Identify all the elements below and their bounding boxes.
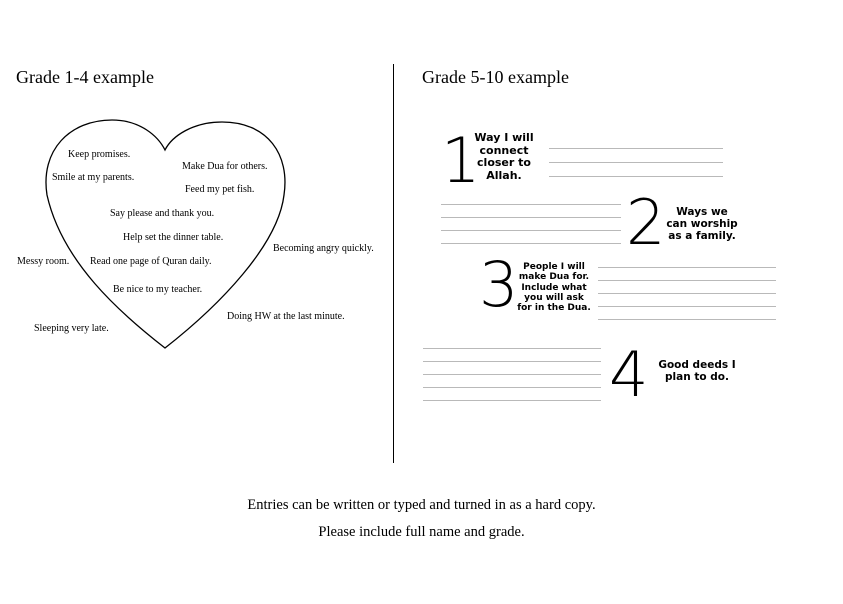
block-prompt: Way I will connect closer to Allah.	[474, 131, 534, 182]
writing-lines	[598, 267, 776, 320]
outside-phrase: Sleeping very late.	[34, 323, 109, 334]
writing-lines	[423, 348, 601, 401]
heart-phrase: Read one page of Quran daily.	[90, 256, 212, 267]
left-heading: Grade 1-4 example	[16, 67, 154, 87]
block-prompt: Good deeds I plan to do.	[658, 359, 736, 384]
block-number: 3	[479, 248, 519, 321]
heart-phrase: Feed my pet fish.	[185, 184, 255, 195]
heart-phrase: Smile at my parents.	[52, 172, 135, 183]
column-divider	[393, 64, 394, 463]
writing-lines	[549, 148, 723, 177]
heart-phrase: Say please and thank you.	[110, 208, 215, 219]
block-number: 1	[441, 124, 481, 197]
outside-phrase: Doing HW at the last minute.	[227, 311, 345, 322]
block-prompt: Ways we can worship as a family.	[666, 206, 738, 243]
right-heading: Grade 5-10 example	[422, 67, 569, 87]
block-number: 2	[626, 186, 666, 259]
heart-phrase: Keep promises.	[68, 149, 131, 160]
heart-phrase: Make Dua for others.	[182, 161, 268, 172]
block-prompt: People I will make Dua for. Include what you will ask for in the Dua.	[517, 262, 591, 314]
writing-lines	[441, 204, 621, 244]
block-number: 4	[609, 338, 649, 411]
footer-line: Please include full name and grade.	[318, 524, 525, 540]
outside-phrase: Messy room.	[17, 256, 70, 267]
outside-phrase: Becoming angry quickly.	[273, 243, 374, 254]
heart-phrase: Be nice to my teacher.	[113, 284, 203, 295]
footer-line: Entries can be written or typed and turned in as a hard copy.	[247, 497, 596, 513]
heart-phrase: Help set the dinner table.	[123, 232, 224, 243]
